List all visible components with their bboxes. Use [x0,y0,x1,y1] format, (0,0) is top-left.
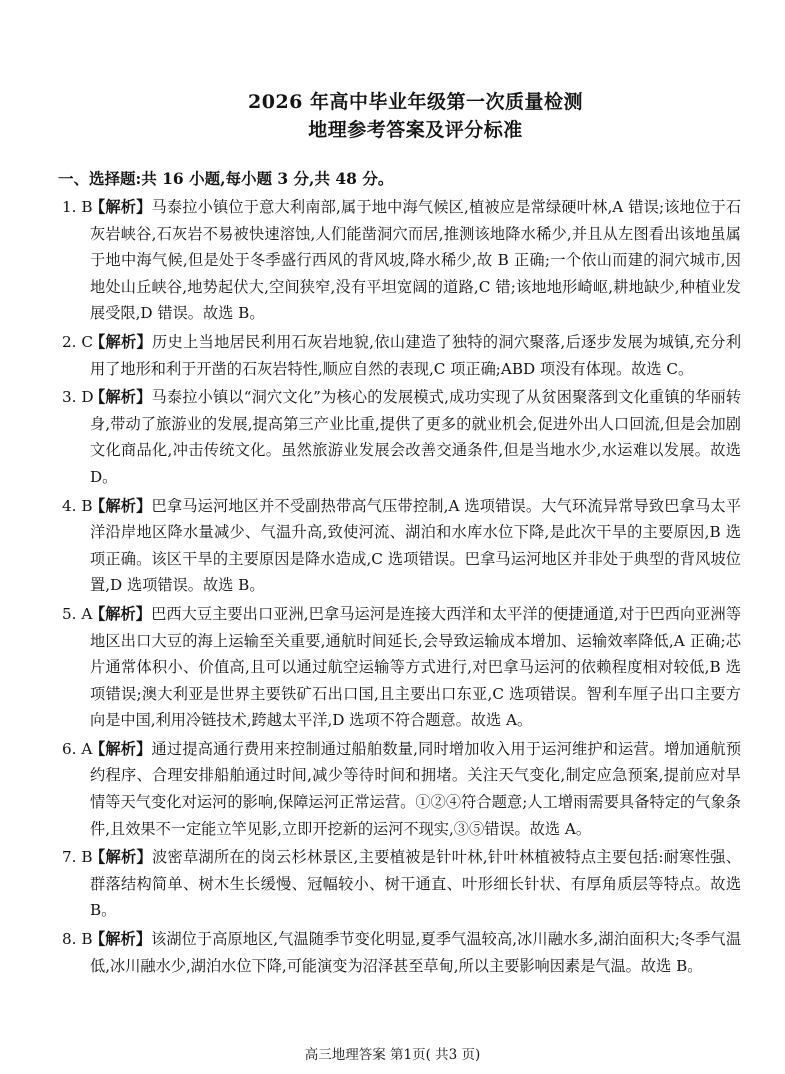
answer-item [62,736,742,842]
answer-number: 2. C [62,332,93,351]
analysis-tag: 【解析】 [90,739,152,758]
answer-item [62,493,741,599]
answer-item [62,926,742,979]
analysis-text: 通过提高通行费用来控制通过船舶数量,同时增加收入用于运河维护和运营。增加通航预约程序、合理安排船舶通过时间,减少等待时间和拥堵。关注天气变化,制定应急预案,提前应对旱情等天气变化对运河的影响,保障运河正常运营。①②④符合题意;人工增雨需要具备特定的气象条件,且效果不一定能立竿见影,立即开挖新的运河不现实,③⑤错误。故选 A。 [90,739,742,838]
answer-item [62,844,741,924]
answer-number: 8. B [62,930,93,949]
analysis-tag: 【解析】 [90,848,153,867]
section-heading: 一、选择题:共 16 小题,每小题 3 分,共 48 分。 [58,169,394,188]
page-footer: 高三地理答案 第1页( 共3 页) [304,1047,481,1063]
analysis-text: 波密草湖所在的岗云杉林景区,主要植被是针叶林,针叶林植被特点主要包括:耐寒性强、群落结构简单、树木生长缓慢、冠幅较小、树干通直、叶形细长针状、有厚角质层等特点。故选 B。 [90,848,741,920]
answer-item [62,194,742,327]
analysis-text: 巴西大豆主要出口亚洲,巴拿马运河是连接大西洋和太平洋的便捷通道,对于巴西向亚洲等地区出口大豆的海上运输至关重要,通航时间延长,会导致运输成本增加、运输效率降低,A 正确;芯片通常体积小、价值高,且可以通过航空运输等方式进行,对巴拿马运河的依赖程度相对较低,B 选项错误;澳大利亚是世界主要铁矿石出口国,且主要出口东亚,C 选项错误。智利车厘子出口主要方向是中国,利用冷链技术,跨越太平洋,D 选项不符合题意。故选 A。 [90,604,742,730]
analysis-tag: 【解析】 [90,388,152,407]
analysis-text: 马泰拉小镇以“洞穴文化”为核心的发展模式,成功实现了从贫困聚落到文化重镇的华丽转身,带动了旅游业的发展,提高第三产业比重,提供了更多的就业机会,促进外出人口回流,但是会加剧文化商品化,冲击传统文化。虽然旅游业发展会改善交通条件,但是当地水少,水运难以发展。故选 D。 [90,388,742,486]
analysis-tag: 【解析】 [90,496,152,515]
answer-number: 4. B [62,496,93,515]
answer-item [62,329,742,382]
analysis-tag: 【解析】 [90,604,152,623]
answer-item [62,601,742,734]
analysis-tag: 【解析】 [90,198,152,216]
analysis-text: 该湖位于高原地区,气温随季节变化明显,夏季气温较高,冰川融水多,湖泊面积大;冬季气温低,冰川融水少,湖泊水位下降,可能演变为沼泽甚至草甸,所以主要影响因素是气温。故选 B。 [90,930,742,975]
page-subtitle: 地理参考答案及评分标准 [308,119,523,141]
page-title: 2026 年高中毕业年级第一次质量检测 [248,91,583,113]
analysis-text: 马泰拉小镇位于意大利南部,属于地中海气候区,植被应是常绿硬叶林,A 错误;该地位于石灰岩峡谷,石灰岩不易被快速溶蚀,人们能凿洞穴而居,推测该地降水稀少,并且从左图看出该地虽属于地中海气候,但是处于冬季盛行西风的背风坡,降水稀少,故 B 正确;一个依山而建的洞穴城市,因地处山丘峡谷,地势起伏大,空间狭窄,没有平坦宽阔的道路,C 错;该地地形崎岖,耕地缺少,种植业发展受限,D 错误。故选 B。 [90,198,742,323]
answer-number: 5. A [62,604,93,623]
answer-item [62,384,742,490]
analysis-tag: 【解析】 [90,332,153,351]
analysis-text: 历史上当地居民利用石灰岩地貌,依山建造了独特的洞穴聚落,后逐步发展为城镇,充分利用了地形和利于开凿的石灰岩特性,顺应自然的表现,C 项正确;ABD 项没有体现。故选 C。 [90,332,742,378]
answer-number: 7. B [62,848,93,867]
answer-number: 1. B [62,198,93,216]
answer-number: 3. D [62,388,94,407]
analysis-tag: 【解析】 [90,930,152,949]
answer-number: 6. A [62,739,93,758]
answer-list [62,194,742,979]
analysis-text: 巴拿马运河地区并不受副热带高气压带控制,A 选项错误。大气环流异常导致巴拿马太平洋沿岸地区降水量减少、气温升高,致使河流、湖泊和水库水位下降,是此次干旱的主要原因,B 选项正确。该区干旱的主要原因是降水造成,C 选项错误。巴拿马运河地区并非处于典型的背风坡位置,D 选项错误。故选 B。 [90,496,741,595]
